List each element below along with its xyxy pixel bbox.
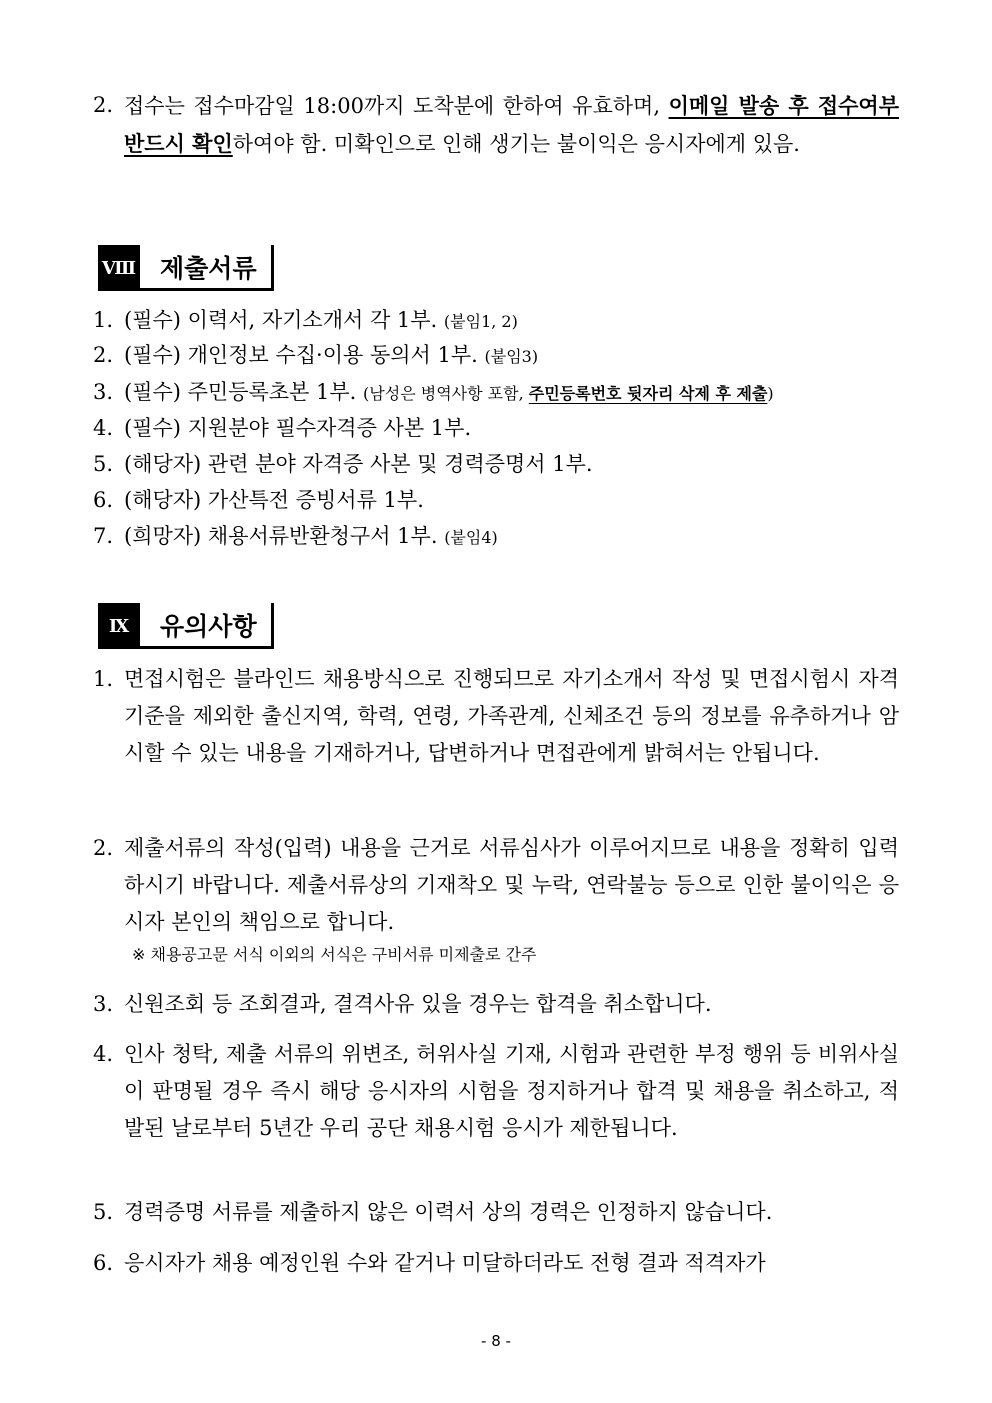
form-note: ※ 채용공고문 서식 이외의 서식은 구비서류 미제출로 간주 <box>132 945 537 964</box>
emphasis-text: 주민등록번호 뒷자리 삭제 후 제출 <box>528 384 768 403</box>
list-item: 1. (필수) 이력서, 자기소개서 각 1부. (붙임1, 2) <box>93 308 518 332</box>
item-text: 접수는 접수마감일 18:00까지 도착분에 한하여 유효하며, 이메일 발송 후 접수여부 반드시 확인하여야 함. 미확인으로 인해 생기는 불이익은 응시자에게 있음. <box>124 93 900 156</box>
list-item: 2. 제출서류의 작성(입력) 내용을 근거로 서류심사가 이루어지므로 내용을 정확히 입력하시기 바랍니다. 제출서류상의 기재착오 및 누락, 연락불능 등으로 인한 불이익은 응시자 본인의 책임으로 합니다. <box>93 836 899 934</box>
list-item: 6. (해당자) 가산특전 증빙서류 1부. <box>93 488 424 512</box>
list-item: 3. 신원조회 등 조회결과, 결격사유 있을 경우는 합격을 취소합니다. <box>93 992 712 1016</box>
list-item: 3. (필수) 주민등록초본 1부. (남성은 병역사항 포함, 주민등록번호 뒷자리 삭제 후 제출) <box>93 380 774 404</box>
submission-note <box>93 87 899 163</box>
section-header-documents <box>98 245 274 291</box>
list-item: 4. (필수) 지원분야 필수자격증 사본 1부. <box>93 416 472 440</box>
section-title: 제출서류 <box>140 245 274 291</box>
list-item: 2. (필수) 개인정보 수집·이용 동의서 1부. (붙임3) <box>93 343 539 367</box>
list-item: 5. (해당자) 관련 분야 자격증 사본 및 경력증명서 1부. <box>93 452 593 476</box>
list-item: 4. 인사 청탁, 제출 서류의 위변조, 허위사실 기재, 시험과 관련한 부정 행위 등 비위사실이 판명될 경우 즉시 해당 응시자의 시험을 정지하거나 합격 및 채용을 취소하고, 적발된 날로부터 5년간 우리 공단 채용시험 응시가 제한됩니다. <box>93 1042 899 1140</box>
list-item: 5. 경력증명 서류를 제출하지 않은 이력서 상의 경력은 인정하지 않습니다. <box>93 1200 773 1224</box>
section-number-badge: Ⅷ <box>98 245 140 291</box>
list-item: 7. (희망자) 채용서류반환청구서 1부. (붙임4) <box>93 524 498 548</box>
emphasis-text: 이메일 발송 후 접수여부 반드시 확인 <box>124 93 900 156</box>
list-item: 1. 면접시험은 블라인드 채용방식으로 진행되므로 자기소개서 작성 및 면접시험시 자격 기준을 제외한 출신지역, 학력, 연령, 가족관계, 신체조건 등의 정보를 유추하거나 암시할 수 있는 내용을 기재하거나, 답변하거나 면접관에게 밝혀서는 안됩니다. <box>93 667 899 765</box>
section-title: 유의사항 <box>140 603 274 649</box>
section-header-notices <box>98 603 274 649</box>
list-item: 6. 응시자가 채용 예정인원 수와 같거나 미달하더라도 전형 결과 적격자가 <box>93 1251 766 1275</box>
item-number: 2. <box>93 93 114 117</box>
page-number: - 8 - <box>481 1332 511 1350</box>
section-number-badge: Ⅸ <box>98 603 140 649</box>
